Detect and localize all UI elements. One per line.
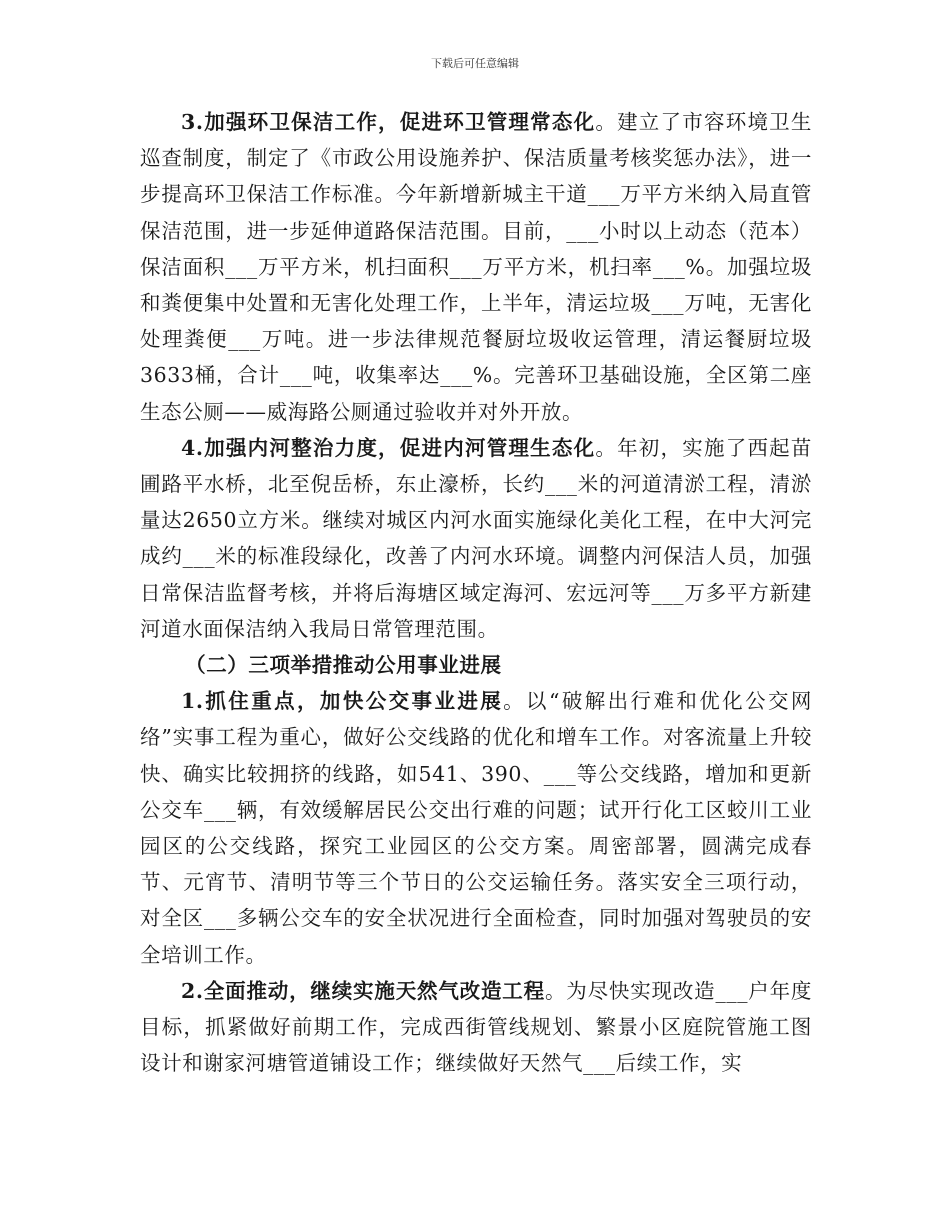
paragraph-text: 。以“破解出行难和优化公交网络”实事工程为重心，做好公交线路的优化和增车工作。对客流量上升较快、确实比较拥挤的线路，如541、390、___等公交线路，增加和更新公交车___辆，有效缓解居民公交出行难的问题；试开行化工区蛟川工业园区的公交线路，探究工业园区的公交方案。周密部署，圆满完成春节、元宵节、清明节等三个节日的公交运输任务。落实安全三项行动，对全区___多辆公交车的安全状况进行全面检查，同时加强对驾驶员的安全培训工作。 [140, 689, 812, 967]
paragraph-text: 。建立了市容环境卫生巡查制度，制定了《市政公用设施养护、保洁质量考核奖惩办法》，进一步提高环卫保洁工作标准。今年新增新城主干道___万平方米纳入局直管保洁范围，进一步延伸道路保洁范围。目前，___小时以上动态（范本）保洁面积___万平方米，机扫面积___万平方米，机扫率___%。加强垃圾和粪便集中处置和无害化处理工作，上半年，清运垃圾___万吨，无害化处理粪便___万吨。进一步法律规范餐厨垃圾收运管理，清运餐厨垃圾3633桶，合计___吨，收集率达___%。完善环卫基础设施，全区第二座生态公厕——威海路公厕通过验收并对外开放。 [140, 110, 812, 424]
paragraph-text: 。为尽快实现改造___户年度目标，抓紧做好前期工作，完成西街管线规划、繁景小区庭院管施工图设计和谢家河塘管道铺设工作；继续做好天然气___后续工作，实 [140, 978, 812, 1076]
paragraph-lead: 1.抓住重点，加快公交事业进展 [181, 689, 504, 714]
paragraph-sanitation [140, 104, 812, 430]
section-heading: （二）三项举措推动公用事业进展 [185, 653, 502, 678]
paragraph-text: 。年初，实施了西起苗圃路平水桥，北至倪岳桥，东止濠桥，长约___米的河道清淤工程，清淤量达2650立方米。继续对城区内河水面实施绿化美化工程，在中大河完成约___米的标准段绿化，改善了内河水环境。调整内河保洁人员，加强日常保洁监督考核，并将后海塘区域定海河、宏远河等___万多平方新建河道水面保洁纳入我局日常管理范围。 [140, 435, 812, 641]
paragraph-gas [140, 973, 812, 1082]
paragraph-bus [140, 683, 812, 973]
paragraph-river [140, 430, 812, 647]
document-body [140, 104, 812, 1081]
paragraph-lead: 2.全面推动，继续实施天然气改造工程 [181, 978, 545, 1003]
page-header: 下载后可任意编辑 [431, 57, 519, 70]
paragraph-lead: 3.加强环卫保洁工作，促进环卫管理常态化 [181, 110, 596, 134]
paragraph-lead: 4.加强内河整治力度，促进内河管理生态化 [181, 435, 596, 460]
